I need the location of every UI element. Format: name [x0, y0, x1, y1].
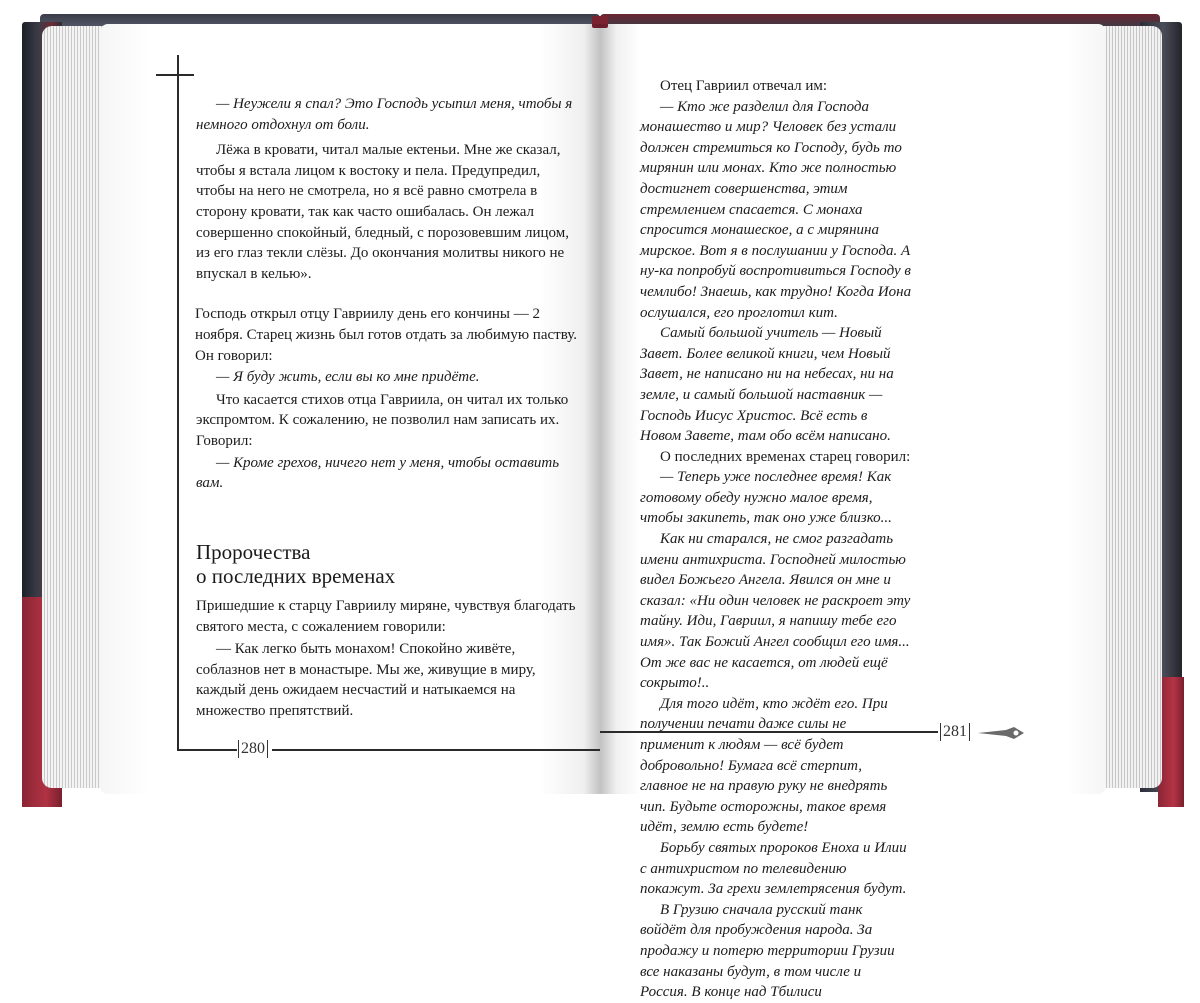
- left-paragraph-7: Пришедшие к старцу Гавриилу миряне, чувствуя благодать святого места, с сожалением говорили:: [196, 598, 576, 635]
- section-heading-line2: о последних временах: [196, 564, 396, 588]
- spine-shadow: [584, 24, 616, 794]
- right-paragraph-4: О последних временах старец говорил:: [660, 448, 911, 465]
- right-paragraph-5: — Теперь уже последнее время! Как готовому обеду нужно малое время, чтобы закипеть, так оно уже близко...: [640, 469, 892, 527]
- left-paragraph-2: Лёжа в кровати, читал малые ектеньи. Мне же сказал, чтобы я встала лицом к востоку и пела. Предупредил, чтобы на него не смотрела, но я всё равно смотрела в сторону кровати, так как часто ошибалась. Он лежал совершенно спокойный, бледный, с порозовевшим лицом, из его глаз текли слёзы. До окончания молитвы никого не впускал в келью».: [196, 142, 569, 282]
- right-paragraph-3: Самый большой учитель — Новый Завет. Более великой книги, чем Новый Завет, не написано ни на небесах, ни на земле, и самый большой наставник — Господь Иисус Христос. Всё есть в Новом Завете, там обо всём написано.: [640, 325, 894, 445]
- left-page-text-2: [196, 596, 578, 722]
- page-number-left: 280: [238, 740, 268, 758]
- right-paragraph-9: В Грузию сначала русский танк войдёт для пробуждения народа. За продажу и потерю территории Грузии все наказаны будут, в том числе и Россия. В конце над Тбилиси: [640, 901, 895, 1001]
- frame-vertical-left: [177, 55, 179, 750]
- frame-bottom-left-2: [272, 749, 600, 751]
- left-page-text: [196, 94, 578, 494]
- page-ornament-icon: [978, 726, 1026, 740]
- frame-cross-horizontal: [156, 74, 194, 76]
- left-paragraph-3: Господь открыл отцу Гавриилу день его кончины — 2 ноября. Старец жизнь был готов отдать за любимую паству. Он говорил:: [195, 306, 578, 364]
- right-paragraph-6: Как ни старался, не смог разгадать имени антихриста. Господней милостью видел Божьего Ангела. Явился он мне и сказал: «Ни один человек не раскроет эту тайну. Иди, Гавриил, я напишу тебе его имя». Так Божий Ангел сообщил его имя... От же вас не касается, от людей ещё сокрыто!..: [640, 531, 911, 692]
- left-paragraph-5: Что касается стихов отца Гавриила, он читал их только экспромтом. К сожалению, не позволил нам записать их. Говорил:: [196, 391, 569, 449]
- section-heading: [196, 540, 586, 588]
- right-paragraph-1: Отец Гавриил отвечал им:: [660, 78, 828, 94]
- page-number-right: 281: [940, 723, 970, 741]
- left-paragraph-1: — Неужели я спал? Это Господь усыпил меня, чтобы я немного отдохнул от боли.: [196, 96, 573, 133]
- right-page-body: [640, 76, 912, 1003]
- right-paragraph-8: Борьбу святых пророков Еноха и Илии с антихристом по телевидению покажут. За грехи землетрясения будут.: [640, 839, 907, 898]
- left-paragraph-6: — Кроме грехов, ничего нет у меня, чтобы оставить вам.: [196, 454, 560, 492]
- left-paragraph-8: — Как легко быть монахом! Спокойно живёте, соблазнов нет в монастыре. Мы же, живущие в миру, каждый день ожидаем несчастий и натыкаемся на множество препятствий.: [196, 641, 536, 719]
- left-paragraph-4: — Я буду жить, если вы ко мне придёте.: [216, 369, 480, 386]
- frame-bottom-left: [177, 749, 237, 751]
- right-paragraph-7: Для того идёт, кто ждёт его. При получении печати даже силы не применит к людям — всё будет добровольно! Бумага всё стерпит, главное не на правую руку не внедрять чип. Будьте осторожны, такое время идёт, землю есть будете!: [640, 695, 888, 836]
- right-paragraph-2: — Кто же разделил для Господа монашество и мир? Человек без устали должен стремиться ко Господу, будь то мирянин или монах. Кто же полностью достигнет совершенства, этим стремлением спасается. С монаха спросится монашеское, а с мирянина мирское. Вот я в послушании у Господа. А ну-ка попробуй воспротивиться Господу в чемлибо! Знаешь, как трудно! Когда Иона ослушался, его проглотил кит.: [640, 98, 912, 321]
- section-heading-line1: Пророчества: [196, 540, 311, 564]
